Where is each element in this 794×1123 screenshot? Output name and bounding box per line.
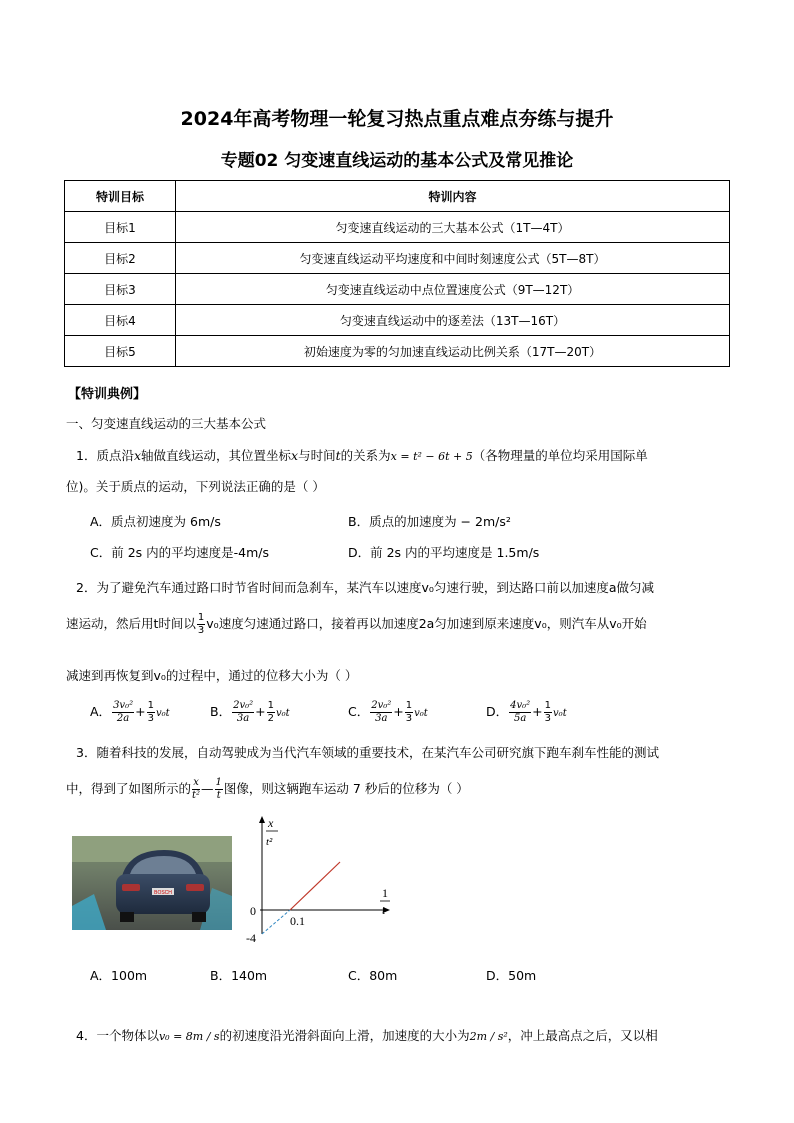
table-row: [65, 243, 730, 274]
q1-var-t: t: [335, 448, 341, 463]
question-1-line-1: [76, 446, 648, 464]
v0t: v₀t: [155, 708, 170, 719]
table-row: [65, 305, 730, 336]
q4-text: 4．一个物体以: [76, 1028, 159, 1043]
q1-option-a[interactable]: A．质点初速度为 6m/s: [90, 514, 221, 529]
q2-frac-num: 1: [197, 612, 205, 623]
question-2-line-1: 2．为了避免汽车通过路口时节省时间而急刹车，某汽车以速度v₀匀速行驶，到达路口前以加速度a做匀减: [76, 580, 655, 595]
question-3-line-1: 3．随着科技的发展，自动驾驶成为当代汽车领域的重要技术，在某汽车公司研究旗下跑车刹车性能的测试: [76, 745, 659, 760]
table-row: [65, 336, 730, 367]
dash: —: [201, 781, 214, 796]
frac-den: 2: [267, 713, 274, 724]
table-cell: 匀变速直线运动平均速度和中间时刻速度公式（5T—8T）: [176, 243, 730, 274]
q4-v0: v₀ = 8m / s: [158, 1030, 220, 1043]
x-label-den: t: [382, 903, 386, 917]
question-2-line-3: 减速到再恢复到v₀的过程中，通过的位移大小为（ ）: [66, 668, 358, 683]
car-photo: [72, 836, 232, 930]
frac-num: 1: [215, 777, 222, 788]
q2-option-b[interactable]: [210, 700, 290, 725]
table-cell: 目标5: [65, 336, 176, 367]
frac-num: x: [193, 777, 199, 788]
v0t: v₀t: [275, 708, 290, 719]
section-label: 【特训典例】: [68, 387, 147, 402]
frac-num: 1: [544, 700, 552, 711]
q4-acc: 2m / s²: [469, 1030, 508, 1043]
frac-num: 1: [405, 700, 413, 711]
q3-text: 中，得到了如图所示的: [66, 781, 192, 796]
x-over-t2-graph: [238, 814, 398, 948]
frac-den: 3a: [236, 713, 250, 724]
table-header-cell: 特训目标: [65, 181, 176, 212]
q2-option-d[interactable]: [486, 700, 567, 725]
page-subtitle: 专题02 匀变速直线运动的基本公式及常见推论: [220, 151, 574, 171]
q1-var-x: x: [291, 448, 299, 463]
extrapolated-line: [262, 910, 290, 934]
q1-text: 1．质点沿: [76, 448, 134, 463]
section-heading: 一、匀变速直线运动的三大基本公式: [66, 416, 267, 431]
option-label: B．: [210, 704, 232, 719]
q1-text: 与时间: [298, 448, 336, 463]
option-label: D．: [486, 704, 509, 719]
data-line: [290, 862, 340, 910]
table-cell: 目标4: [65, 305, 176, 336]
x-tick-label: 0.1: [290, 914, 305, 928]
y-tick-label: -4: [246, 931, 256, 945]
q3-option-c[interactable]: C．80m: [348, 968, 398, 983]
table-cell: 初始速度为零的匀加速直线运动比例关系（17T—20T）: [176, 336, 730, 367]
q2-frac-den: 3: [197, 625, 205, 636]
v0t: v₀t: [553, 708, 567, 719]
q1-option-d[interactable]: D．前 2s 内的平均速度是 1.5m/s: [348, 545, 540, 560]
frac-num: 4v₀²: [510, 700, 531, 711]
frac-den: 2a: [116, 713, 130, 724]
table-cell: 目标1: [65, 212, 176, 243]
car-photo-drawing: [72, 836, 232, 930]
question-1-line-2: 位)。关于质点的运动，下列说法正确的是（ ）: [66, 479, 325, 494]
table-row: [65, 212, 730, 243]
table-header-row: [65, 181, 730, 212]
table-row: [65, 274, 730, 305]
q2-text: 速运动，然后用t时间以: [66, 616, 196, 631]
frac-num: 1: [267, 700, 274, 711]
table-cell: 目标2: [65, 243, 176, 274]
table-cell: 匀变速直线运动中的逐差法（13T—16T）: [176, 305, 730, 336]
frac-den: 3: [405, 713, 413, 724]
x-label-num: 1: [382, 886, 388, 900]
q1-text: （各物理量的单位均采用国际单: [472, 448, 648, 463]
frac-den: 5a: [513, 713, 527, 724]
question-3-line-2: [66, 777, 469, 802]
q4-text: 的初速度沿光滑斜面向上滑，加速度的大小为: [219, 1028, 470, 1043]
frac-num: 2v₀²: [371, 700, 392, 711]
page-title: 2024年高考物理一轮复习热点重点难点夯练与提升: [180, 108, 614, 130]
v0t: v₀t: [414, 708, 428, 719]
frac-den: 3a: [375, 713, 388, 724]
q2-option-c[interactable]: [348, 700, 428, 725]
target-table: [64, 180, 730, 367]
car-badge: BOSCH: [154, 890, 172, 896]
plus-sign: +: [393, 704, 404, 719]
q3-option-d[interactable]: D．50m: [486, 968, 537, 983]
y-label-den: t²: [266, 836, 273, 848]
frac-num: 2v₀²: [233, 700, 254, 711]
q3-option-a[interactable]: A．100m: [90, 968, 148, 983]
table-cell: 目标3: [65, 274, 176, 305]
frac-den: 3: [147, 713, 154, 724]
q4-text: ，冲上最高点之后，又以相: [507, 1028, 658, 1043]
q1-var-x: x: [133, 448, 142, 463]
q1-text: 轴做直线运动，其位置坐标: [141, 448, 292, 463]
table-header-cell: 特训内容: [176, 181, 730, 212]
frac-num: 3v₀²: [113, 700, 134, 711]
plus-sign: +: [532, 704, 543, 719]
frac-den: 3: [544, 713, 552, 724]
q3-text: 图像，则这辆跑车运动 7 秒后的位移为（ ）: [223, 781, 469, 796]
frac-den: t²: [192, 790, 201, 801]
q2-option-a[interactable]: [90, 700, 170, 725]
plus-sign: +: [255, 704, 266, 719]
question-4-line-1: [76, 1026, 658, 1044]
q1-option-b[interactable]: B．质点的加速度为 − 2m/s²: [348, 514, 511, 529]
frac-den: t: [216, 790, 221, 801]
frac-num: 1: [147, 700, 154, 711]
q3-option-b[interactable]: B．140m: [210, 968, 268, 983]
q1-option-c[interactable]: C．前 2s 内的平均速度是-4m/s: [90, 545, 270, 560]
table-cell: 匀变速直线运动中点位置速度公式（9T—12T）: [176, 274, 730, 305]
q2-text: v₀速度匀速通过路口，接着再以加速度2a匀加速到原来速度v₀，则汽车从v₀开始: [206, 616, 647, 631]
table-cell: 匀变速直线运动的三大基本公式（1T—4T）: [176, 212, 730, 243]
y-axis-arrow: [259, 816, 265, 823]
q1-formula: x = t² − 6t + 5: [390, 450, 473, 463]
question-2-line-2: [66, 612, 647, 637]
y-label-num: x: [268, 816, 274, 830]
plus-sign: +: [135, 704, 146, 719]
option-label: C．: [348, 704, 370, 719]
origin-label: 0: [250, 904, 256, 918]
q1-text: 的关系为: [340, 448, 391, 463]
option-label: A．: [90, 704, 112, 719]
graph-svg: [238, 814, 398, 948]
